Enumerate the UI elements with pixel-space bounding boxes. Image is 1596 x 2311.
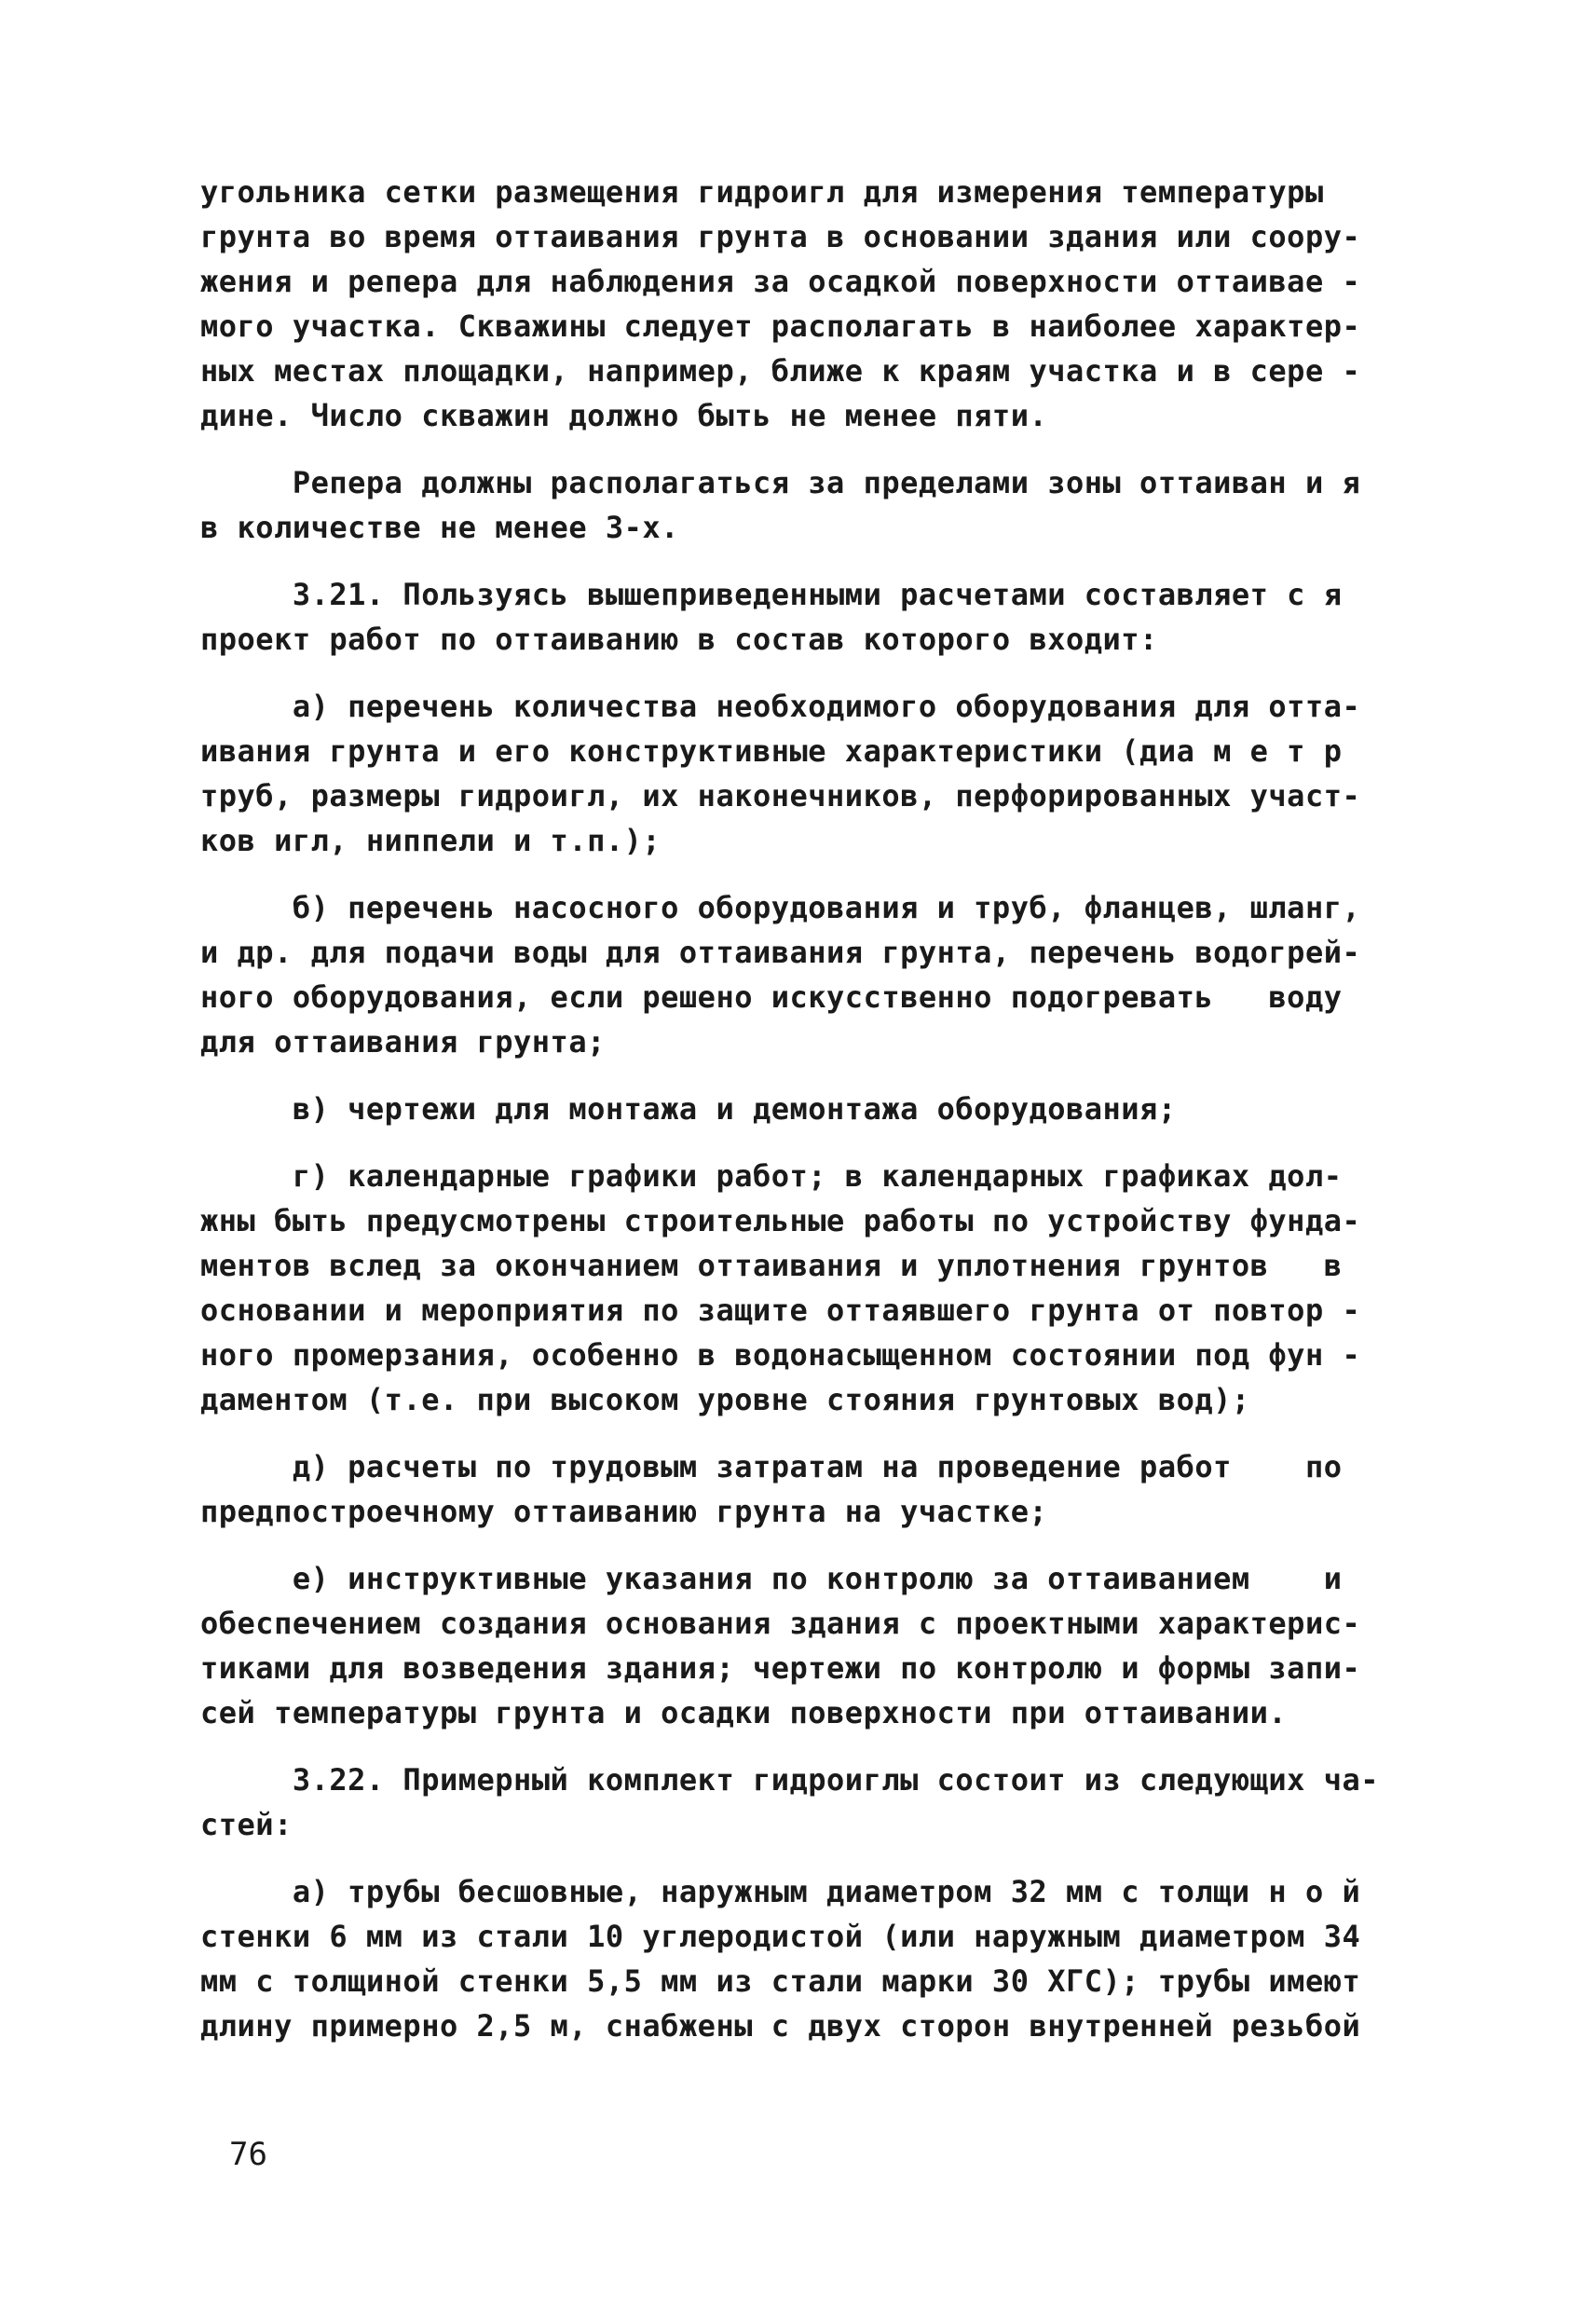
paragraph-gap <box>200 863 1412 885</box>
text-line: жения и репера для наблюдения за осадкой поверхности оттаивае - <box>200 264 1361 299</box>
paragraph-gap <box>200 662 1412 684</box>
text-line: дине. Число скважин должно быть не менее пяти. <box>200 398 1048 433</box>
text-line: ного оборудования, если решено искусственно подогревать воду <box>200 979 1343 1015</box>
text-line: проект работ по оттаиванию в состав которого входит: <box>200 622 1158 657</box>
text-line: угольника сетки размещения гидроигл для измерения температуры <box>200 174 1324 210</box>
paragraph-gap <box>200 1735 1412 1757</box>
text-line: мого участка. Скважины следует располагать в наиболее характер- <box>200 308 1361 344</box>
paragraph-gap <box>200 550 1412 572</box>
text-line: г) календарные графики работ; в календарных графиках дол- <box>200 1158 1343 1194</box>
paragraph-gap <box>200 1534 1412 1556</box>
body-text <box>200 170 1412 2048</box>
text-line: стей: <box>200 1807 293 1842</box>
page-number: 76 <box>229 2136 267 2173</box>
text-line: е) инструктивные указания по контролю за оттаиванием и <box>200 1561 1343 1596</box>
text-line: д) расчеты по трудовым затратам на проведение работ по <box>200 1449 1343 1484</box>
text-line: ивания грунта и его конструктивные характеристики (диа м е т р <box>200 733 1343 769</box>
text-line: Репера должны располагаться за пределами зоны оттаиван и я <box>200 465 1361 500</box>
text-line: обеспечением создания основания здания с проектными характерис- <box>200 1606 1361 1641</box>
text-line: ков игл, ниппели и т.п.); <box>200 823 662 858</box>
text-line: и др. для подачи воды для оттаивания грунта, перечень водогрей- <box>200 935 1361 970</box>
text-line: ментов вслед за окончанием оттаивания и уплотнения грунтов в <box>200 1248 1343 1283</box>
text-line: длину примерно 2,5 м, снабжены с двух сторон внутренней резьбой <box>200 2008 1361 2044</box>
text-line: для оттаивания грунта; <box>200 1024 606 1060</box>
text-line: ных местах площадки, например, ближе к краям участка и в сере - <box>200 353 1361 389</box>
text-line: мм с толщиной стенки 5,5 мм из стали марки 30 ХГС); трубы имеют <box>200 1963 1361 1999</box>
text-line: б) перечень насосного оборудования и труб, фланцев, шланг, <box>200 890 1361 925</box>
text-line: тиками для возведения здания; чертежи по контролю и формы запи- <box>200 1650 1361 1686</box>
paragraph-gap <box>200 1131 1412 1154</box>
paragraph-gap <box>200 1064 1412 1087</box>
text-line: 3.22. Примерный комплект гидроиглы состоит из следующих ча- <box>200 1762 1379 1798</box>
text-line: предпостроечному оттаиванию грунта на участке; <box>200 1494 1048 1529</box>
text-line: а) перечень количества необходимого оборудования для отта- <box>200 689 1361 724</box>
text-line: 3.21. Пользуясь вышеприведенными расчетами составляет с я <box>200 577 1343 612</box>
paragraph-gap <box>200 438 1412 460</box>
text-line: в количестве не менее 3-х. <box>200 510 679 545</box>
text-line: в) чертежи для монтажа и демонтажа оборудования; <box>200 1091 1177 1127</box>
paragraph-gap <box>200 1847 1412 1869</box>
text-line: ного промерзания, особенно в водонасыщенном состоянии под фун - <box>200 1337 1361 1373</box>
text-line: основании и мероприятия по защите оттаявшего грунта от повтор - <box>200 1292 1361 1328</box>
text-line: сей температуры грунта и осадки поверхности при оттаивании. <box>200 1695 1288 1730</box>
text-line: грунта во время оттаивания грунта в основании здания или соору- <box>200 219 1361 254</box>
text-line: стенки 6 мм из стали 10 углеродистой (или наружным диаметром 34 <box>200 1919 1361 1954</box>
text-line: даментом (т.е. при высоком уровне стояния грунтовых вод); <box>200 1382 1250 1417</box>
paragraph-gap <box>200 1422 1412 1444</box>
text-line: труб, размеры гидроигл, их наконечников, перфорированных участ- <box>200 778 1361 814</box>
text-line: жны быть предусмотрены строительные работы по устройству фунда- <box>200 1203 1361 1238</box>
text-line: а) трубы бесшовные, наружным диаметром 32 мм с толщи н о й <box>200 1874 1361 1909</box>
